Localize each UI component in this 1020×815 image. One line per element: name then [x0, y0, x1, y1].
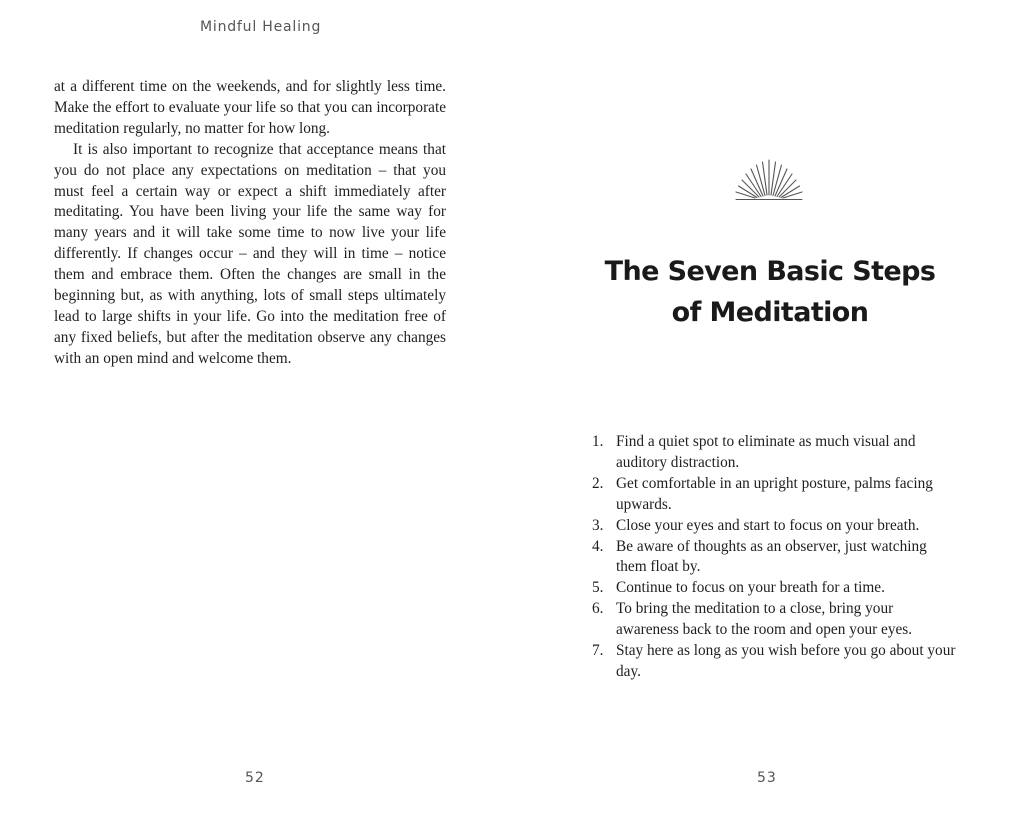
- chapter-title-line-2: of Meditation: [671, 297, 869, 328]
- list-item: [586, 599, 956, 641]
- step-text: Be aware of thoughts as an observer, just watching them float by.: [616, 537, 927, 576]
- list-item: [586, 641, 956, 683]
- list-item: [586, 516, 956, 537]
- step-number: 1.: [592, 433, 604, 450]
- step-text: Stay here as long as you wish before you go about your day.: [616, 642, 956, 680]
- right-page: [510, 0, 1020, 815]
- list-item: [586, 537, 956, 579]
- step-text: To bring the meditation to a close, bring your awareness back to the room and open your eyes.: [616, 600, 913, 639]
- step-text: Find a quiet spot to eliminate as much visual and auditory distraction.: [616, 433, 916, 471]
- chapter-title: [600, 251, 940, 333]
- step-number: 2.: [592, 474, 604, 492]
- step-text: Get comfortable in an upright posture, palms facing upwards.: [616, 474, 933, 513]
- list-item: [586, 474, 956, 516]
- step-number: 5.: [592, 579, 604, 597]
- step-text: Continue to focus on your breath for a time.: [616, 579, 885, 597]
- paragraph-2: It is also important to recognize that acceptance means that you do not place any expectations on meditation – that you must feel a certain way or expect a shift immediately after meditating. You have been living your life the same way for many years and it will take some time to now live your life differently. If changes occur – and they will in time – notice them and embrace them. Often the changes are small in the beginning but, as with anything, lots of small steps ultimately lead to large shifts in your life. Go into the meditation free of any fixed beliefs, but after the meditation observe any changes with an open mind and welcome them.: [54, 140, 446, 367]
- paragraph-1: at a different time on the weekends, and for slightly less time. Make the effort to evaluate your life so that you can incorporate meditation regularly, no matter for how long.: [54, 78, 446, 137]
- step-number: 7.: [592, 642, 604, 660]
- page-number-left: 52: [245, 770, 265, 786]
- body-text: [54, 77, 446, 370]
- list-item: [586, 432, 956, 474]
- step-number: 3.: [592, 516, 604, 534]
- running-head: Mindful Healing: [200, 19, 322, 35]
- list-item: [586, 578, 956, 599]
- page-number-right: 53: [757, 770, 777, 786]
- step-number: 4.: [592, 537, 604, 555]
- step-number: 6.: [592, 600, 604, 618]
- step-text: Close your eyes and start to focus on your breath.: [616, 516, 920, 534]
- chapter-title-line-1: The Seven Basic Steps: [604, 256, 936, 287]
- steps-list: [586, 432, 956, 683]
- sunburst-icon: [730, 156, 808, 204]
